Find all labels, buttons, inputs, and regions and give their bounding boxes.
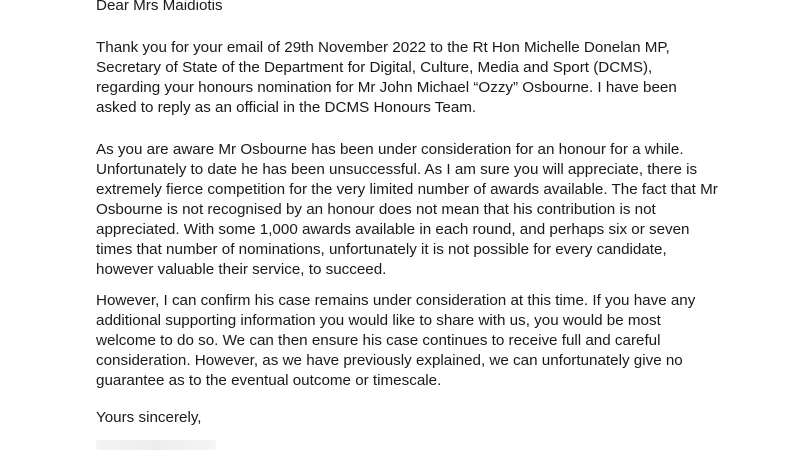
paragraph-2-line: appreciated. With some 1,000 awards available in each round, and perhaps six or seven bbox=[96, 221, 690, 238]
paragraph-3-line: However, I can confirm his case remains under consideration at this time. If you have any bbox=[96, 292, 696, 309]
paragraph-3-line: welcome to do so. We can then ensure his case continues to receive full and careful bbox=[96, 332, 661, 349]
paragraph-2-line: Osbourne is not recognised by an honour does not mean that his contribution is not bbox=[96, 201, 656, 218]
paragraph-2-line: extremely fierce competition for the very limited number of awards available. The fact that Mr bbox=[96, 181, 718, 198]
paragraph-2-line: Unfortunately to date he has been unsuccessful. As I am sure you will appreciate, there is bbox=[96, 161, 698, 178]
salutation: Dear Mrs Maidiotis bbox=[96, 0, 223, 14]
signature-area bbox=[96, 440, 216, 450]
closing: Yours sincerely, bbox=[96, 409, 202, 426]
paragraph-2-line: however valuable their service, to succeed. bbox=[96, 261, 387, 278]
paragraph-2-line: As you are aware Mr Osbourne has been under consideration for an honour for a while. bbox=[96, 141, 684, 158]
paragraph-1-line: Thank you for your email of 29th November 2022 to the Rt Hon Michelle Donelan MP, bbox=[96, 39, 670, 56]
paragraph-1-line: Secretary of State of the Department for Digital, Culture, Media and Sport (DCMS), bbox=[96, 59, 653, 76]
paragraph-3-line: consideration. However, as we have previously explained, we can unfortunately give no bbox=[96, 352, 683, 369]
paragraph-1-line: asked to reply as an official in the DCMS Honours Team. bbox=[96, 99, 477, 116]
paragraph-3-line: additional supporting information you would like to share with us, you would be most bbox=[96, 312, 661, 329]
paragraph-1-line: regarding your honours nomination for Mr John Michael “Ozzy” Osbourne. I have been bbox=[96, 79, 677, 96]
paragraph-2-line: times that number of nominations, unfortunately it is not possible for every candidate, bbox=[96, 241, 667, 258]
paragraph-3-line: guarantee as to the eventual outcome or timescale. bbox=[96, 372, 442, 389]
